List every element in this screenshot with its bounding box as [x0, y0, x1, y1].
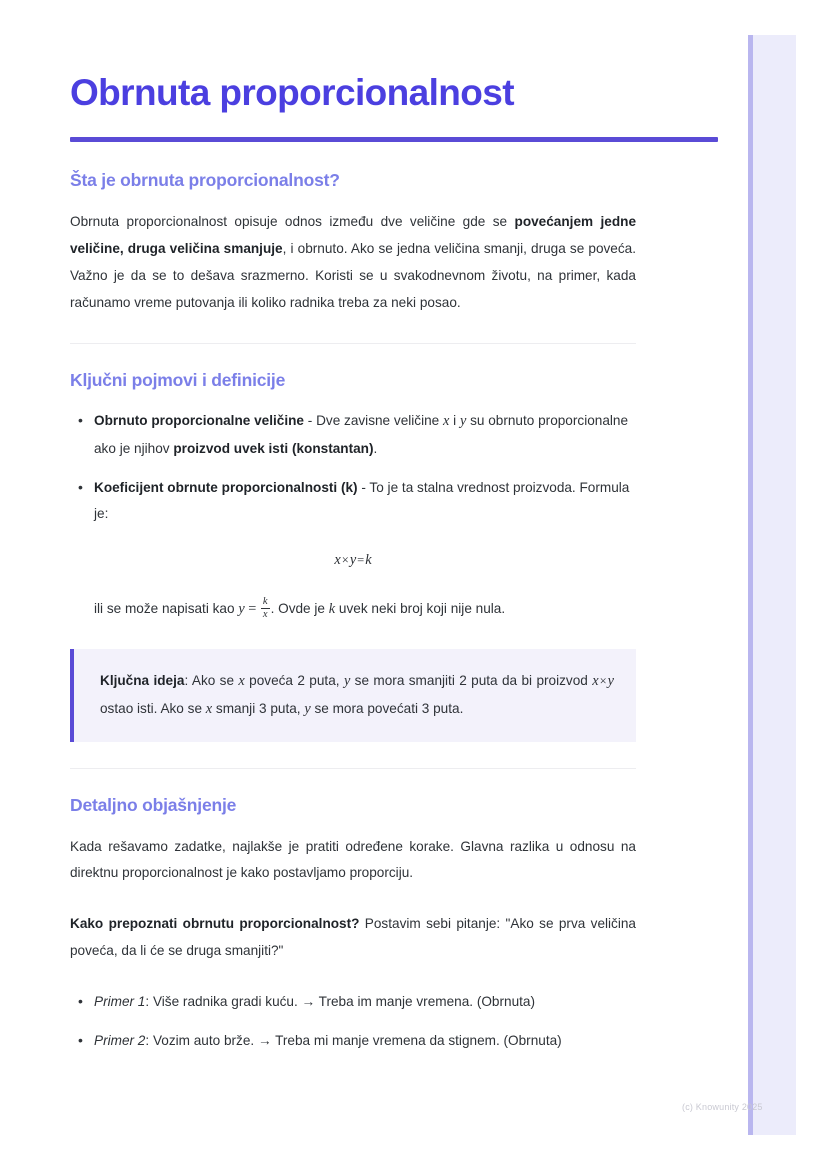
callout-text-6: se mora povećati 3 puta.	[310, 701, 464, 717]
scrollbar-track[interactable]	[748, 35, 796, 1135]
term-text-a: To je ta stalna vrednost proizvoda. Formula je:	[94, 479, 630, 522]
examples-list	[70, 989, 636, 1054]
fraction-denominator: x	[262, 609, 268, 621]
example-colon: :	[145, 994, 153, 1010]
math-var-x: x	[238, 673, 245, 690]
paragraph-spacer	[70, 900, 636, 911]
math-var-y: y	[607, 673, 614, 690]
math-var-x: x	[205, 701, 213, 718]
callout-colon: :	[184, 673, 192, 689]
term-text-a: Dve zavisne veličine	[316, 413, 444, 429]
fraction-k-over-x	[261, 596, 270, 621]
list-item	[94, 475, 636, 528]
formula-times-operator: ×	[341, 552, 349, 567]
key-terms-list	[70, 408, 636, 527]
intro-text-1: Obrnuta proporcionalnost opisuje odnos između dve veličine gde se	[70, 213, 515, 229]
example-text: Više radnika gradi kuću. → Treba im manje vremena. (Obrnuta)	[152, 994, 535, 1010]
section-heading-key-terms: Ključni pojmovi i definicije	[70, 369, 286, 390]
list-item	[94, 989, 636, 1016]
after-formula-paragraph	[70, 595, 636, 623]
formula-var-x: x	[334, 551, 341, 568]
formula-equals-operator: =	[357, 552, 365, 567]
callout-label: Ključna ideja	[100, 673, 185, 689]
term-text-c: su obrnuto proporcionalne ako je njihov	[94, 413, 629, 457]
term-bold-tail: proizvod uvek isti (konstantan)	[173, 441, 374, 457]
math-var-y: y	[304, 701, 311, 718]
after-formula-text-b: . Ovde je	[270, 600, 329, 616]
detail-paragraph-2	[70, 911, 636, 965]
key-idea-callout	[70, 649, 636, 742]
detail-paragraph-1: Kada rešavamo zadatke, najlakše je pratiti određene korake. Glavna razlika u odnosu na direktnu proporcionalnost je kako postavljamo proporciju.	[70, 838, 636, 881]
section-divider-2	[70, 768, 636, 769]
after-formula-text-c: uvek neki broj koji nije nula.	[335, 600, 506, 616]
example-text: Vozim auto brže. → Treba mi manje vremena da stignem. (Obrnuta)	[152, 1032, 562, 1048]
detail-question-rest: Postavim sebi pitanje: "Ako se prva veličina poveća, da li će se druga smanjiti?"	[70, 916, 636, 959]
after-formula-text-a: ili se može napisati kao	[94, 600, 239, 616]
math-var-k: k	[328, 600, 336, 617]
list-spacer	[70, 978, 636, 989]
document-content	[70, 170, 636, 1054]
term-label: Obrnuto proporcionalne veličine	[94, 413, 304, 429]
term-text-b: i	[449, 413, 460, 429]
callout-text-4: ostao isti. Ako se	[100, 701, 206, 717]
section-heading-detail: Detaljno objašnjenje	[70, 794, 237, 815]
term-text-d: .	[373, 441, 378, 457]
section-heading-intro: Šta je obrnuta proporcionalnost?	[70, 170, 340, 190]
detail-question-bold: Kako prepoznati obrnutu proporcionalnost?	[70, 916, 360, 932]
page-title: Obrnuta proporcionalnost	[70, 72, 514, 113]
term-label: Koeficijent obrnute proporcionalnosti (k)	[94, 479, 358, 495]
example-label: Primer 2	[94, 1032, 146, 1048]
math-var-y: y	[343, 673, 351, 690]
intro-text-2: , i obrnuto. Ako se jedna veličina smanji, druga se poveća. Važno je da se to dešava srazmerno. Koristi se u svakodnevnom životu, na primer, kada računamo vreme putovanja ili koliko radnika treba za neki posao.	[70, 240, 636, 310]
term-dash: -	[303, 413, 317, 429]
callout-text-2: poveća 2 puta,	[244, 673, 344, 689]
callout-text-3: se mora smanjiti 2 puta da bi proizvod	[350, 673, 593, 689]
callout-text-5: smanji 3 puta,	[212, 701, 305, 717]
section-divider-1	[70, 343, 636, 344]
list-item	[94, 1028, 636, 1055]
math-var-y: y	[238, 600, 245, 617]
callout-text-1: Ako se	[191, 673, 239, 689]
math-times-operator: ×	[599, 674, 607, 689]
list-item	[94, 408, 636, 462]
callout-paragraph	[100, 667, 614, 724]
example-colon: :	[145, 1032, 153, 1048]
title-underline	[70, 137, 718, 142]
term-dash: -	[357, 479, 370, 495]
math-var-y: y	[459, 413, 467, 430]
example-label: Primer 1	[94, 994, 146, 1010]
formula-var-k: k	[365, 551, 372, 568]
scrollbar-thumb[interactable]	[748, 35, 753, 1135]
math-var-x: x	[443, 413, 450, 430]
copyright-watermark: (c) Knowunity 2025	[682, 1102, 763, 1112]
math-equals: =	[244, 600, 260, 617]
formula-var-y: y	[349, 551, 357, 568]
fraction-numerator: k	[262, 596, 268, 608]
intro-paragraph	[70, 209, 636, 317]
math-var-x: x	[592, 673, 599, 690]
intro-bold: povećanjem jedne veličine, druga veličina smanjuje	[70, 213, 637, 256]
formula-xy-equals-k	[70, 552, 636, 569]
